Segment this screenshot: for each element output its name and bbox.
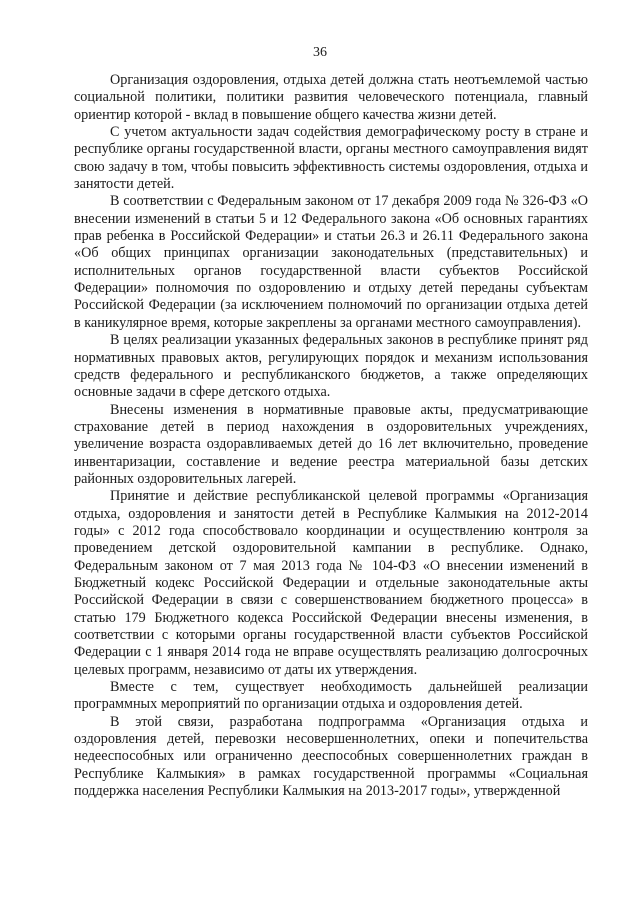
paragraph-8: В этой связи, разработана подпрограмма «Организация отдыха и оздоровления детей, перевозки несовершеннолетних, опеки и попечительства недееспособных или ограниченно дееспособных совершеннолетних граждан в Республике Калмыкия» в рамках государственной программы «Социальная поддержка населения Республики Калмыкия на 2013-2017 годы», утвержденной: [74, 713, 588, 800]
paragraph-4: В целях реализации указанных федеральных законов в республике принят ряд нормативных правовых актов, регулирующих порядок и механизм использования средств федерального и республиканского бюджетов, а также определяющих основные задачи в сфере детского отдыха.: [74, 332, 588, 401]
document-body: [74, 72, 588, 800]
paragraph-6: Принятие и действие республиканской целевой программы «Организация отдыха, оздоровления и занятости детей в Республике Калмыкия на 2012-2014 годы» с 2012 года способствовало координации и осуществлению контроля за проведением детской оздоровительной кампании в республике. Однако, Федеральным законом от 7 мая 2013 года № 104-ФЗ «О внесении изменений в Бюджетный кодекс Российской Федерации и отдельные законодательные акты Российской Федерации в связи с совершенствованием бюджетного процесса» в статью 179 Бюджетного кодекса Российской Федерации внесены изменения, в соответствии с которыми органы государственной власти субъектов Российской Федерации с 1 января 2014 года не вправе осуществлять реализацию долгосрочных целевых программ, независимо от даты их утверждения.: [74, 488, 588, 678]
paragraph-5: Внесены изменения в нормативные правовые акты, предусматривающие страхование детей в период нахождения в оздоровительных учреждениях, увеличение возраста оздоравливаемых детей до 16 лет включительно, проведение инвентаризации, составление и ведение реестра материальной базы детских районных оздоровительных лагерей.: [74, 401, 588, 487]
page-number: 36: [313, 45, 327, 60]
paragraph-3: В соответствии с Федеральным законом от 17 декабря 2009 года № 326-ФЗ «О внесении изменений в статьи 5 и 12 Федерального закона «Об основных гарантиях прав ребенка в Российской Федерации» и статьи 26.3 и 26.11 Федерального закона «Об общих принципах организации законодательных (представительных) и исполнительных органов государственной власти субъектов Российской Федерации» полномочия по оздоровлению и отдыху детей переданы субъектам Российской Федерации (за исключением полномочий по организации отдыха детей в каникулярное время, которые закреплены за органами местного самоуправления).: [74, 193, 588, 331]
paragraph-7: Вместе с тем, существует необходимость дальнейшей реализации программных мероприятий по организации отдыха и оздоровления детей.: [74, 679, 588, 713]
paragraph-2: С учетом актуальности задач содействия демографическому росту в стране и республике органы государственной власти, органы местного самоуправления видят свою задачу в том, чтобы повысить эффективность системы оздоровления, отдыха и занятости детей.: [74, 124, 588, 193]
paragraph-1: Организация оздоровления, отдыха детей должна стать неотъемлемой частью социальной политики, политики развития человеческого потенциала, главный ориентир которой - вклад в повышение общего качества жизни детей.: [74, 72, 588, 123]
